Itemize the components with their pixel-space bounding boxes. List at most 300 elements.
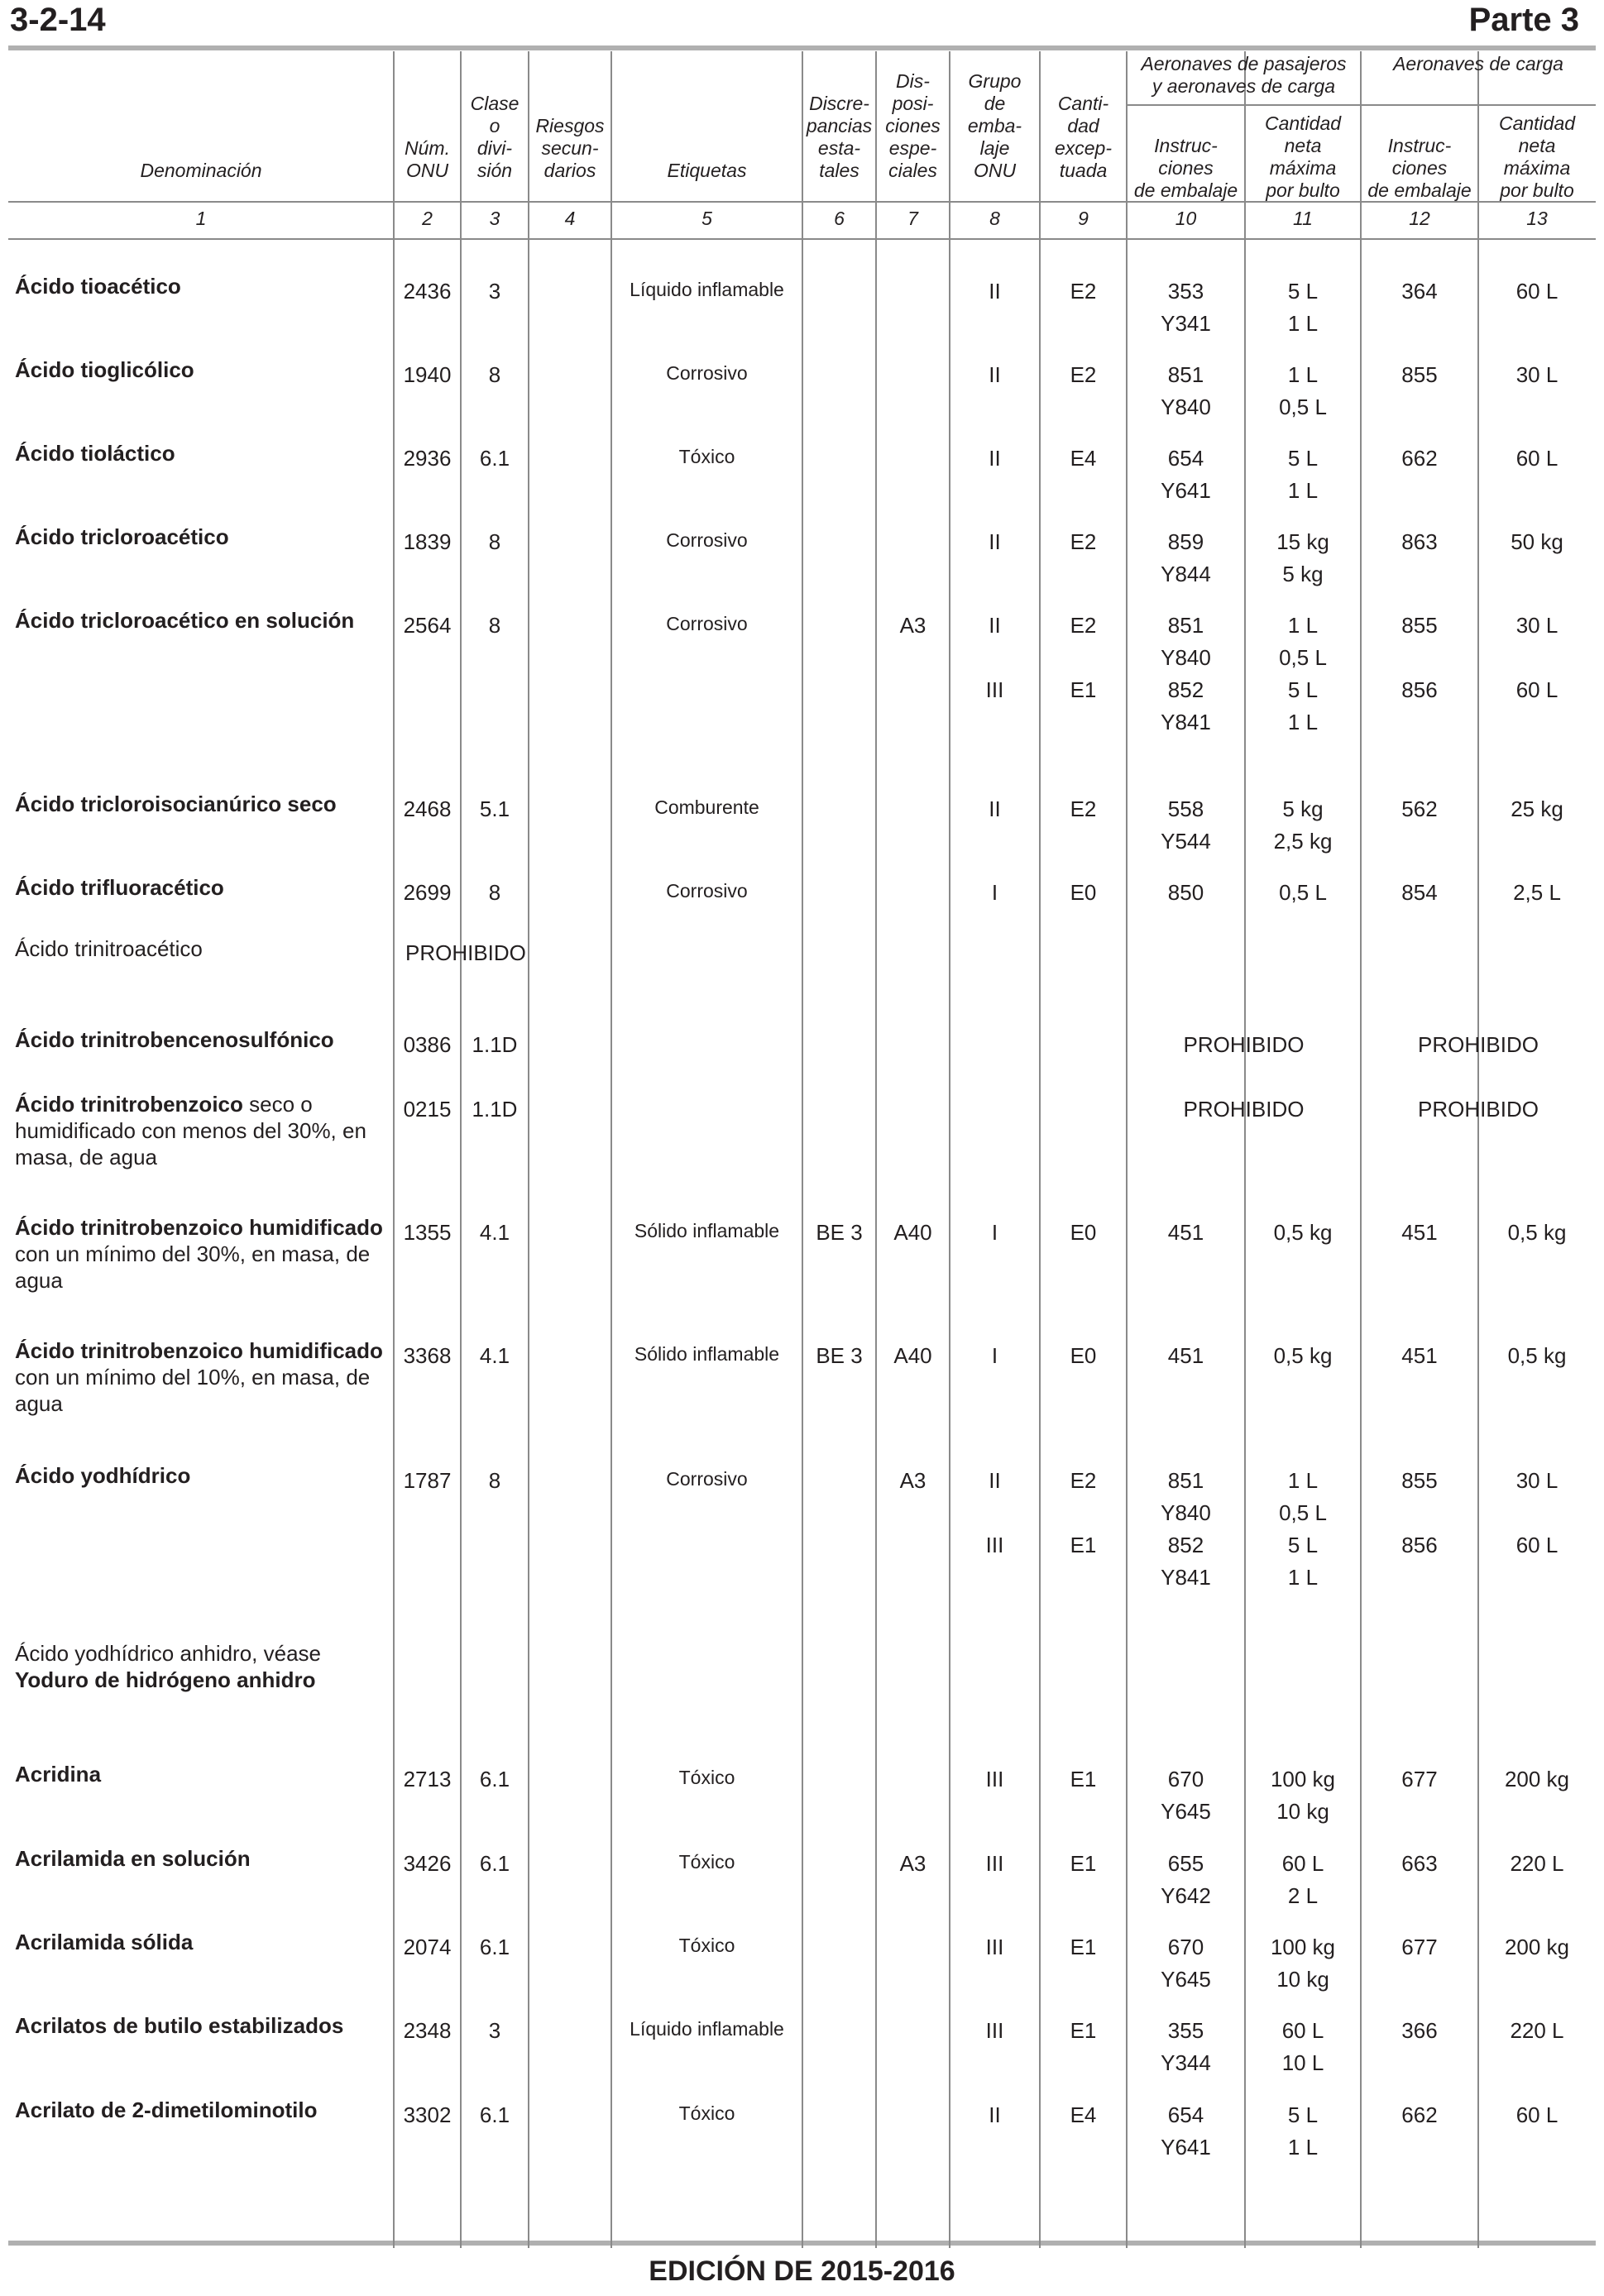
packing-group: I: [991, 880, 998, 905]
entry-name: [15, 607, 387, 634]
column-divider: [875, 51, 877, 2248]
entry-name: [15, 935, 387, 962]
packing-group: II: [989, 796, 1001, 821]
class-division: 6.1: [479, 1935, 510, 1959]
header-cantidad-exceptuada-line: Canti-: [1057, 93, 1109, 114]
excepted-quantity: E0: [1070, 880, 1097, 905]
header-grupo-line: ONU: [973, 160, 1017, 181]
entry-name-part: con un mínimo del 10%, en masa, de agua: [15, 1365, 371, 1416]
header-carga-group-line: Aeronaves de carga: [1393, 53, 1563, 74]
class-division: 4.1: [479, 1220, 510, 1245]
header-pasajeros-group: [1127, 53, 1361, 103]
pa-max-net-quantity: 1 L: [1287, 311, 1319, 336]
pa-packing-instruction: 852: [1167, 677, 1204, 702]
entry-name: [15, 1640, 387, 1693]
class-division: 1.1D: [472, 1032, 518, 1057]
pa-max-net-quantity: 15 kg: [1276, 529, 1329, 554]
pa-packing-instruction: 670: [1167, 1767, 1204, 1791]
entry-name-part: Ácido tricloroisocianúrico seco: [15, 792, 337, 816]
class-division: 3: [488, 279, 501, 304]
pa-packing-instruction: 451: [1167, 1220, 1204, 1245]
header-clase-line: divi-: [476, 137, 513, 159]
section-number: 3-2-14: [10, 2, 106, 38]
un-number: 2699: [403, 880, 452, 905]
header-discrepancias-line: esta-: [817, 137, 861, 159]
entry-name-part: Acrilatos de butilo estabilizados: [15, 2013, 344, 2038]
excepted-quantity: E2: [1070, 613, 1097, 638]
entry-name-part: Ácido trinitrobenzoico humidificado: [15, 1338, 383, 1363]
excepted-quantity: E4: [1070, 2102, 1097, 2127]
pa-max-net-quantity: 5 L: [1287, 2102, 1319, 2127]
pa-packing-instruction: 451: [1167, 1343, 1204, 1368]
un-number: 0386: [403, 1032, 452, 1057]
header-cantidad-exceptuada-line: dad: [1067, 115, 1099, 136]
ca-max-net-quantity: 220 L: [1510, 2018, 1564, 2043]
hazard-label: Comburente: [654, 796, 759, 818]
header-riesgos-line: darios: [543, 160, 596, 181]
ca-packing-instruction: 854: [1401, 880, 1438, 905]
header-disposiciones-line: ciones: [885, 115, 941, 136]
entry-name-part: Ácido yodhídrico: [15, 1463, 191, 1488]
column-number: 5: [701, 208, 712, 229]
column-number: 4: [564, 208, 576, 229]
column-number: 6: [834, 208, 845, 229]
pa-packing-instruction: 851: [1167, 1468, 1204, 1493]
pa-max-net-quantity: 1 L: [1287, 1565, 1319, 1590]
header-num-onu: [394, 58, 461, 182]
un-number: 0215: [403, 1097, 452, 1122]
part-title: Parte 3: [1468, 2, 1579, 38]
entry-name: [15, 2012, 387, 2039]
hazard-label: Tóxico: [678, 446, 735, 467]
un-number: 2436: [403, 279, 452, 304]
pa-max-net-quantity: 0,5 L: [1279, 880, 1327, 905]
pa-forbidden: PROHIBIDO: [1183, 1097, 1305, 1122]
pa-max-net-quantity: 2 L: [1287, 1883, 1319, 1908]
ca-packing-instruction: 662: [1401, 446, 1438, 471]
packing-group: III: [985, 1851, 1004, 1876]
class-division: 5.1: [479, 796, 510, 821]
pa-packing-instruction: Y344: [1161, 2050, 1211, 2075]
ca-max-net-quantity: 25 kg: [1511, 796, 1563, 821]
pa-packing-instruction: 558: [1167, 796, 1204, 821]
header-cantidad-exceptuada-line: tuada: [1059, 160, 1108, 181]
entry-name-part: Yoduro de hidrógeno anhidro: [15, 1667, 316, 1692]
state-variation: BE 3: [816, 1220, 863, 1245]
ca-max-net-quantity: 2,5 L: [1513, 880, 1561, 905]
pa-max-net-quantity: 0,5 L: [1279, 395, 1327, 419]
pa-max-net-quantity: 5 kg: [1282, 562, 1324, 586]
pa-packing-instruction: Y341: [1161, 311, 1211, 336]
un-number: 2713: [403, 1767, 452, 1791]
column-number: 11: [1293, 208, 1313, 229]
entry-name-part: Ácido trinitrobenzoico humidificado: [15, 1215, 383, 1240]
header-clase-line: Clase: [470, 93, 520, 114]
excepted-quantity: E1: [1070, 677, 1097, 702]
excepted-quantity: E2: [1070, 279, 1097, 304]
hazard-label: Corrosivo: [666, 1468, 748, 1490]
entry-name: [15, 1761, 387, 1787]
excepted-quantity: E0: [1070, 1343, 1097, 1368]
pa-packing-instruction: Y544: [1161, 829, 1211, 854]
header-instrucciones-ca: [1361, 108, 1478, 202]
ca-packing-instruction: 677: [1401, 1935, 1438, 1959]
header-disposiciones-line: Dis-: [896, 70, 930, 92]
pa-max-net-quantity: 0,5 kg: [1273, 1220, 1333, 1245]
header-pasajeros-group-line: Aeronaves de pasajeros: [1141, 53, 1347, 74]
un-number: 1940: [403, 362, 452, 387]
entry-name-part: seco o humidificado con menos del 30%, en masa, de agua: [15, 1092, 366, 1170]
header-disposiciones: [876, 58, 950, 182]
pa-max-net-quantity: 0,5 kg: [1273, 1343, 1333, 1368]
prohibited-label: PROHIBIDO: [405, 940, 526, 965]
header-instrucciones-ca-line: ciones: [1391, 157, 1448, 179]
pa-max-net-quantity: 5 L: [1287, 1533, 1319, 1557]
packing-group: II: [989, 2102, 1001, 2127]
header-riesgos-line: secun-: [541, 137, 599, 159]
excepted-quantity: E4: [1070, 446, 1097, 471]
ca-packing-instruction: 855: [1401, 362, 1438, 387]
header-discrepancias-line: tales: [819, 160, 859, 181]
pa-max-net-quantity: 1 L: [1287, 613, 1319, 638]
hazard-label: Tóxico: [678, 2102, 735, 2124]
packing-group: III: [985, 1767, 1004, 1791]
special-provision: A3: [899, 613, 926, 638]
un-number: 3302: [403, 2102, 452, 2127]
header-cantidad-ca-line: máxima: [1503, 157, 1571, 179]
pa-packing-instruction: 859: [1167, 529, 1204, 554]
special-provision: A3: [899, 1851, 926, 1876]
hazard-label: Corrosivo: [666, 529, 748, 551]
ca-packing-instruction: 856: [1401, 677, 1438, 702]
pa-max-net-quantity: 10 kg: [1276, 1799, 1329, 1824]
ca-max-net-quantity: 0,5 kg: [1507, 1220, 1567, 1245]
header-discrepancias-line: Discre-: [809, 93, 869, 114]
pa-packing-instruction: Y841: [1161, 710, 1211, 734]
packing-group: III: [985, 1935, 1004, 1959]
entry-name-part: Ácido trinitroacético: [15, 936, 203, 961]
header-num-onu-line: Núm.: [405, 137, 450, 159]
special-provision: A40: [893, 1343, 932, 1368]
pa-packing-instruction: Y642: [1161, 1883, 1211, 1908]
entry-name-part: Ácido trinitrobencenosulfónico: [15, 1027, 334, 1052]
ca-packing-instruction: 562: [1401, 796, 1438, 821]
entry-name-part: Acrilamida sólida: [15, 1930, 194, 1954]
class-division: 3: [488, 2018, 501, 2043]
pa-max-net-quantity: 5 kg: [1282, 796, 1324, 821]
header-cantidad-pa-line: Cantidad: [1264, 112, 1342, 134]
entry-name: [15, 1929, 387, 1955]
pa-packing-instruction: Y840: [1161, 395, 1211, 419]
pa-packing-instruction: 851: [1167, 362, 1204, 387]
entry-name: [15, 273, 387, 299]
header-instrucciones-pa: [1127, 108, 1245, 202]
pa-max-net-quantity: 1 L: [1287, 362, 1319, 387]
entry-name: [15, 791, 387, 817]
entry-name: [15, 356, 387, 383]
ca-packing-instruction: 855: [1401, 1468, 1438, 1493]
entry-name: [15, 1337, 387, 1417]
excepted-quantity: E1: [1070, 1935, 1097, 1959]
pa-max-net-quantity: 5 L: [1287, 677, 1319, 702]
header-cantidad-ca-line: por bulto: [1500, 179, 1574, 201]
header-grupo-line: de: [984, 93, 1006, 114]
hazard-label: Sólido inflamable: [634, 1343, 780, 1365]
header-clase-line: sión: [476, 160, 513, 181]
column-number: 8: [989, 208, 1000, 229]
packing-group: III: [985, 677, 1004, 702]
pa-packing-instruction: 654: [1167, 2102, 1204, 2127]
ca-max-net-quantity: 0,5 kg: [1507, 1343, 1567, 1368]
un-number: 2564: [403, 613, 452, 638]
hazard-label: Corrosivo: [666, 362, 748, 384]
class-division: 6.1: [479, 446, 510, 471]
entry-name-part: Ácido tioacético: [15, 274, 181, 299]
ca-max-net-quantity: 60 L: [1515, 279, 1559, 304]
class-division: 8: [488, 1468, 501, 1493]
pa-forbidden: PROHIBIDO: [1183, 1032, 1305, 1057]
un-number: 1839: [403, 529, 452, 554]
pa-packing-instruction: Y844: [1161, 562, 1211, 586]
packing-group: III: [985, 1533, 1004, 1557]
pa-packing-instruction: Y645: [1161, 1967, 1211, 1992]
hazard-label: Tóxico: [678, 1935, 735, 1956]
header-disposiciones-line: posi-: [892, 93, 934, 114]
header-pasajeros-group-line: y aeronaves de carga: [1152, 75, 1336, 97]
packing-group: II: [989, 613, 1001, 638]
header-cantidad-ca-line: Cantidad: [1498, 112, 1576, 134]
edition-footer: EDICIÓN DE 2015-2016: [649, 2255, 955, 2287]
pa-max-net-quantity: 60 L: [1281, 1851, 1324, 1876]
entry-name-part: Ácido yodhídrico anhidro, véase: [15, 1641, 322, 1666]
column-number: 9: [1078, 208, 1089, 229]
pa-packing-instruction: 654: [1167, 446, 1204, 471]
header-grupo: [950, 58, 1040, 182]
excepted-quantity: E2: [1070, 362, 1097, 387]
un-number: 1787: [403, 1468, 452, 1493]
ca-max-net-quantity: 200 kg: [1504, 1767, 1570, 1791]
entry-name: [15, 1845, 387, 1872]
packing-group: I: [991, 1220, 998, 1245]
ca-packing-instruction: 364: [1401, 279, 1438, 304]
hazard-label: Líquido inflamable: [630, 279, 784, 300]
excepted-quantity: E1: [1070, 1533, 1097, 1557]
entry-name-part: con un mínimo del 30%, en masa, de agua: [15, 1241, 371, 1293]
entry-name: [15, 524, 387, 550]
top-rule: [8, 45, 1596, 50]
class-division: 1.1D: [472, 1097, 518, 1122]
packing-group: II: [989, 279, 1001, 304]
hazard-label: Tóxico: [678, 1851, 735, 1873]
ca-max-net-quantity: 60 L: [1515, 1533, 1559, 1557]
ca-forbidden: PROHIBIDO: [1418, 1032, 1539, 1057]
entry-name-part: Ácido trifluoracético: [15, 875, 224, 900]
header-cantidad-ca: [1478, 108, 1596, 202]
un-number: 2074: [403, 1935, 452, 1959]
entry-name-part: Ácido tioláctico: [15, 441, 175, 466]
ca-max-net-quantity: 60 L: [1515, 2102, 1559, 2127]
un-number: 2348: [403, 2018, 452, 2043]
pa-packing-instruction: Y840: [1161, 1500, 1211, 1525]
excepted-quantity: E2: [1070, 1468, 1097, 1493]
column-number: 7: [907, 208, 918, 229]
entry-name: [15, 1462, 387, 1489]
class-division: 6.1: [479, 1851, 510, 1876]
excepted-quantity: E1: [1070, 1851, 1097, 1876]
un-number: 2936: [403, 446, 452, 471]
pa-max-net-quantity: 10 kg: [1276, 1967, 1329, 1992]
header-grupo-line: laje: [979, 137, 1010, 159]
ca-packing-instruction: 677: [1401, 1767, 1438, 1791]
pa-max-net-quantity: 5 L: [1287, 279, 1319, 304]
pa-max-net-quantity: 2,5 kg: [1273, 829, 1333, 854]
ca-forbidden: PROHIBIDO: [1418, 1097, 1539, 1122]
pa-packing-instruction: Y841: [1161, 1565, 1211, 1590]
ca-max-net-quantity: 200 kg: [1504, 1935, 1570, 1959]
pa-max-net-quantity: 100 kg: [1270, 1767, 1336, 1791]
pa-packing-instruction: Y840: [1161, 645, 1211, 670]
un-number: 3368: [403, 1343, 452, 1368]
packing-group: II: [989, 529, 1001, 554]
pa-max-net-quantity: 10 L: [1281, 2050, 1324, 2075]
entry-name: [15, 874, 387, 901]
packing-group: I: [991, 1343, 998, 1368]
ca-max-net-quantity: 60 L: [1515, 446, 1559, 471]
header-grupo-line: emba-: [967, 115, 1022, 136]
header-riesgos-line: Riesgos: [535, 115, 605, 136]
pa-max-net-quantity: 100 kg: [1270, 1935, 1336, 1959]
column-number: 13: [1526, 208, 1548, 229]
entry-name-part: Acridina: [15, 1762, 102, 1787]
pa-packing-instruction: Y641: [1161, 2135, 1211, 2160]
ca-max-net-quantity: 220 L: [1510, 1851, 1564, 1876]
header-clase: [461, 58, 529, 182]
column-number: 12: [1409, 208, 1430, 229]
column-number: 2: [422, 208, 433, 229]
un-number: 1355: [403, 1220, 452, 1245]
header-instrucciones-pa-line: ciones: [1158, 157, 1214, 179]
header-discrepancias: [802, 58, 876, 182]
header-instrucciones-ca-line: de embalaje: [1367, 179, 1472, 201]
excepted-quantity: E2: [1070, 796, 1097, 821]
header-denominacion: [8, 58, 394, 182]
excepted-quantity: E0: [1070, 1220, 1097, 1245]
hazard-label: Tóxico: [678, 1767, 735, 1788]
header-grupo-line: Grupo: [968, 70, 1022, 92]
header-num-onu-line: ONU: [405, 160, 449, 181]
header-disposiciones-line: ciales: [888, 160, 937, 181]
entry-name: [15, 1091, 387, 1170]
pa-packing-instruction: 852: [1167, 1533, 1204, 1557]
column-number: 1: [195, 208, 207, 229]
header-instrucciones-pa-line: Instruc-: [1154, 135, 1218, 156]
ca-packing-instruction: 663: [1401, 1851, 1438, 1876]
entry-name-part: Ácido trinitrobenzoico: [15, 1092, 243, 1117]
excepted-quantity: E1: [1070, 2018, 1097, 2043]
header-cantidad-exceptuada-line: excep-: [1054, 137, 1113, 159]
ca-max-net-quantity: 30 L: [1515, 613, 1559, 638]
hazard-label: Líquido inflamable: [630, 2018, 784, 2040]
pa-packing-instruction: 655: [1167, 1851, 1204, 1876]
class-division: 6.1: [479, 2102, 510, 2127]
hazard-label: Corrosivo: [666, 613, 748, 634]
hazard-label: Sólido inflamable: [634, 1220, 780, 1241]
ca-max-net-quantity: 30 L: [1515, 1468, 1559, 1493]
column-number: 10: [1175, 208, 1197, 229]
class-division: 4.1: [479, 1343, 510, 1368]
ca-packing-instruction: 366: [1401, 2018, 1438, 2043]
header-cantidad-pa-line: por bulto: [1266, 179, 1340, 201]
excepted-quantity: E1: [1070, 1767, 1097, 1791]
special-provision: A3: [899, 1468, 926, 1493]
pa-packing-instruction: 851: [1167, 613, 1204, 638]
header-cantidad-pa-line: máxima: [1269, 157, 1337, 179]
entry-name: [15, 2097, 387, 2123]
header-cantidad-exceptuada: [1040, 58, 1127, 182]
header-clase-line: o: [489, 115, 500, 136]
excepted-quantity: E2: [1070, 529, 1097, 554]
un-number: 3426: [403, 1851, 452, 1876]
header-cantidad-ca-line: neta: [1518, 135, 1556, 156]
entry-name: [15, 1026, 387, 1053]
pa-max-net-quantity: 0,5 L: [1279, 645, 1327, 670]
class-division: 8: [488, 362, 501, 387]
un-number: 2468: [403, 796, 452, 821]
column-number: 3: [489, 208, 500, 229]
ca-packing-instruction: 451: [1401, 1343, 1438, 1368]
entry-name-part: Acrilato de 2-dimetilominotilo: [15, 2097, 318, 2122]
ca-max-net-quantity: 30 L: [1515, 362, 1559, 387]
header-cantidad-pa: [1245, 108, 1361, 202]
pa-packing-instruction: Y645: [1161, 1799, 1211, 1824]
packing-group: II: [989, 362, 1001, 387]
header-instrucciones-pa-line: de embalaje: [1133, 179, 1238, 201]
header-etiquetas-line: Etiquetas: [667, 160, 747, 181]
entry-name-part: Acrilamida en solución: [15, 1846, 251, 1871]
header-denominacion-line: Denominación: [140, 160, 262, 181]
special-provision: A40: [893, 1220, 932, 1245]
ca-packing-instruction: 662: [1401, 2102, 1438, 2127]
pa-packing-instruction: 355: [1167, 2018, 1204, 2043]
header-carga-group: [1361, 53, 1596, 103]
header-instrucciones-ca-line: Instruc-: [1387, 135, 1452, 156]
ca-packing-instruction: 863: [1401, 529, 1438, 554]
entry-name: [15, 1214, 387, 1294]
class-division: 8: [488, 613, 501, 638]
pa-max-net-quantity: 1 L: [1287, 710, 1319, 734]
pa-max-net-quantity: 1 L: [1287, 1468, 1319, 1493]
ca-packing-instruction: 856: [1401, 1533, 1438, 1557]
pa-max-net-quantity: 1 L: [1287, 2135, 1319, 2160]
pa-max-net-quantity: 1 L: [1287, 478, 1319, 503]
state-variation: BE 3: [816, 1343, 863, 1368]
ca-packing-instruction: 451: [1401, 1220, 1438, 1245]
header-discrepancias-line: pancias: [806, 115, 873, 136]
header-etiquetas: [611, 58, 802, 182]
hazard-label: Corrosivo: [666, 880, 748, 902]
pa-packing-instruction: 850: [1167, 880, 1204, 905]
entry-name-part: Ácido tricloroacético en solución: [15, 608, 355, 633]
packing-group: II: [989, 1468, 1001, 1493]
entry-name-part: Ácido tioglicólico: [15, 357, 194, 382]
packing-group: II: [989, 446, 1001, 471]
ca-packing-instruction: 855: [1401, 613, 1438, 638]
header-cantidad-pa-line: neta: [1284, 135, 1322, 156]
entry-name: [15, 440, 387, 466]
class-division: 6.1: [479, 1767, 510, 1791]
pa-packing-instruction: 353: [1167, 279, 1204, 304]
entry-name-part: Ácido tricloroacético: [15, 524, 229, 549]
